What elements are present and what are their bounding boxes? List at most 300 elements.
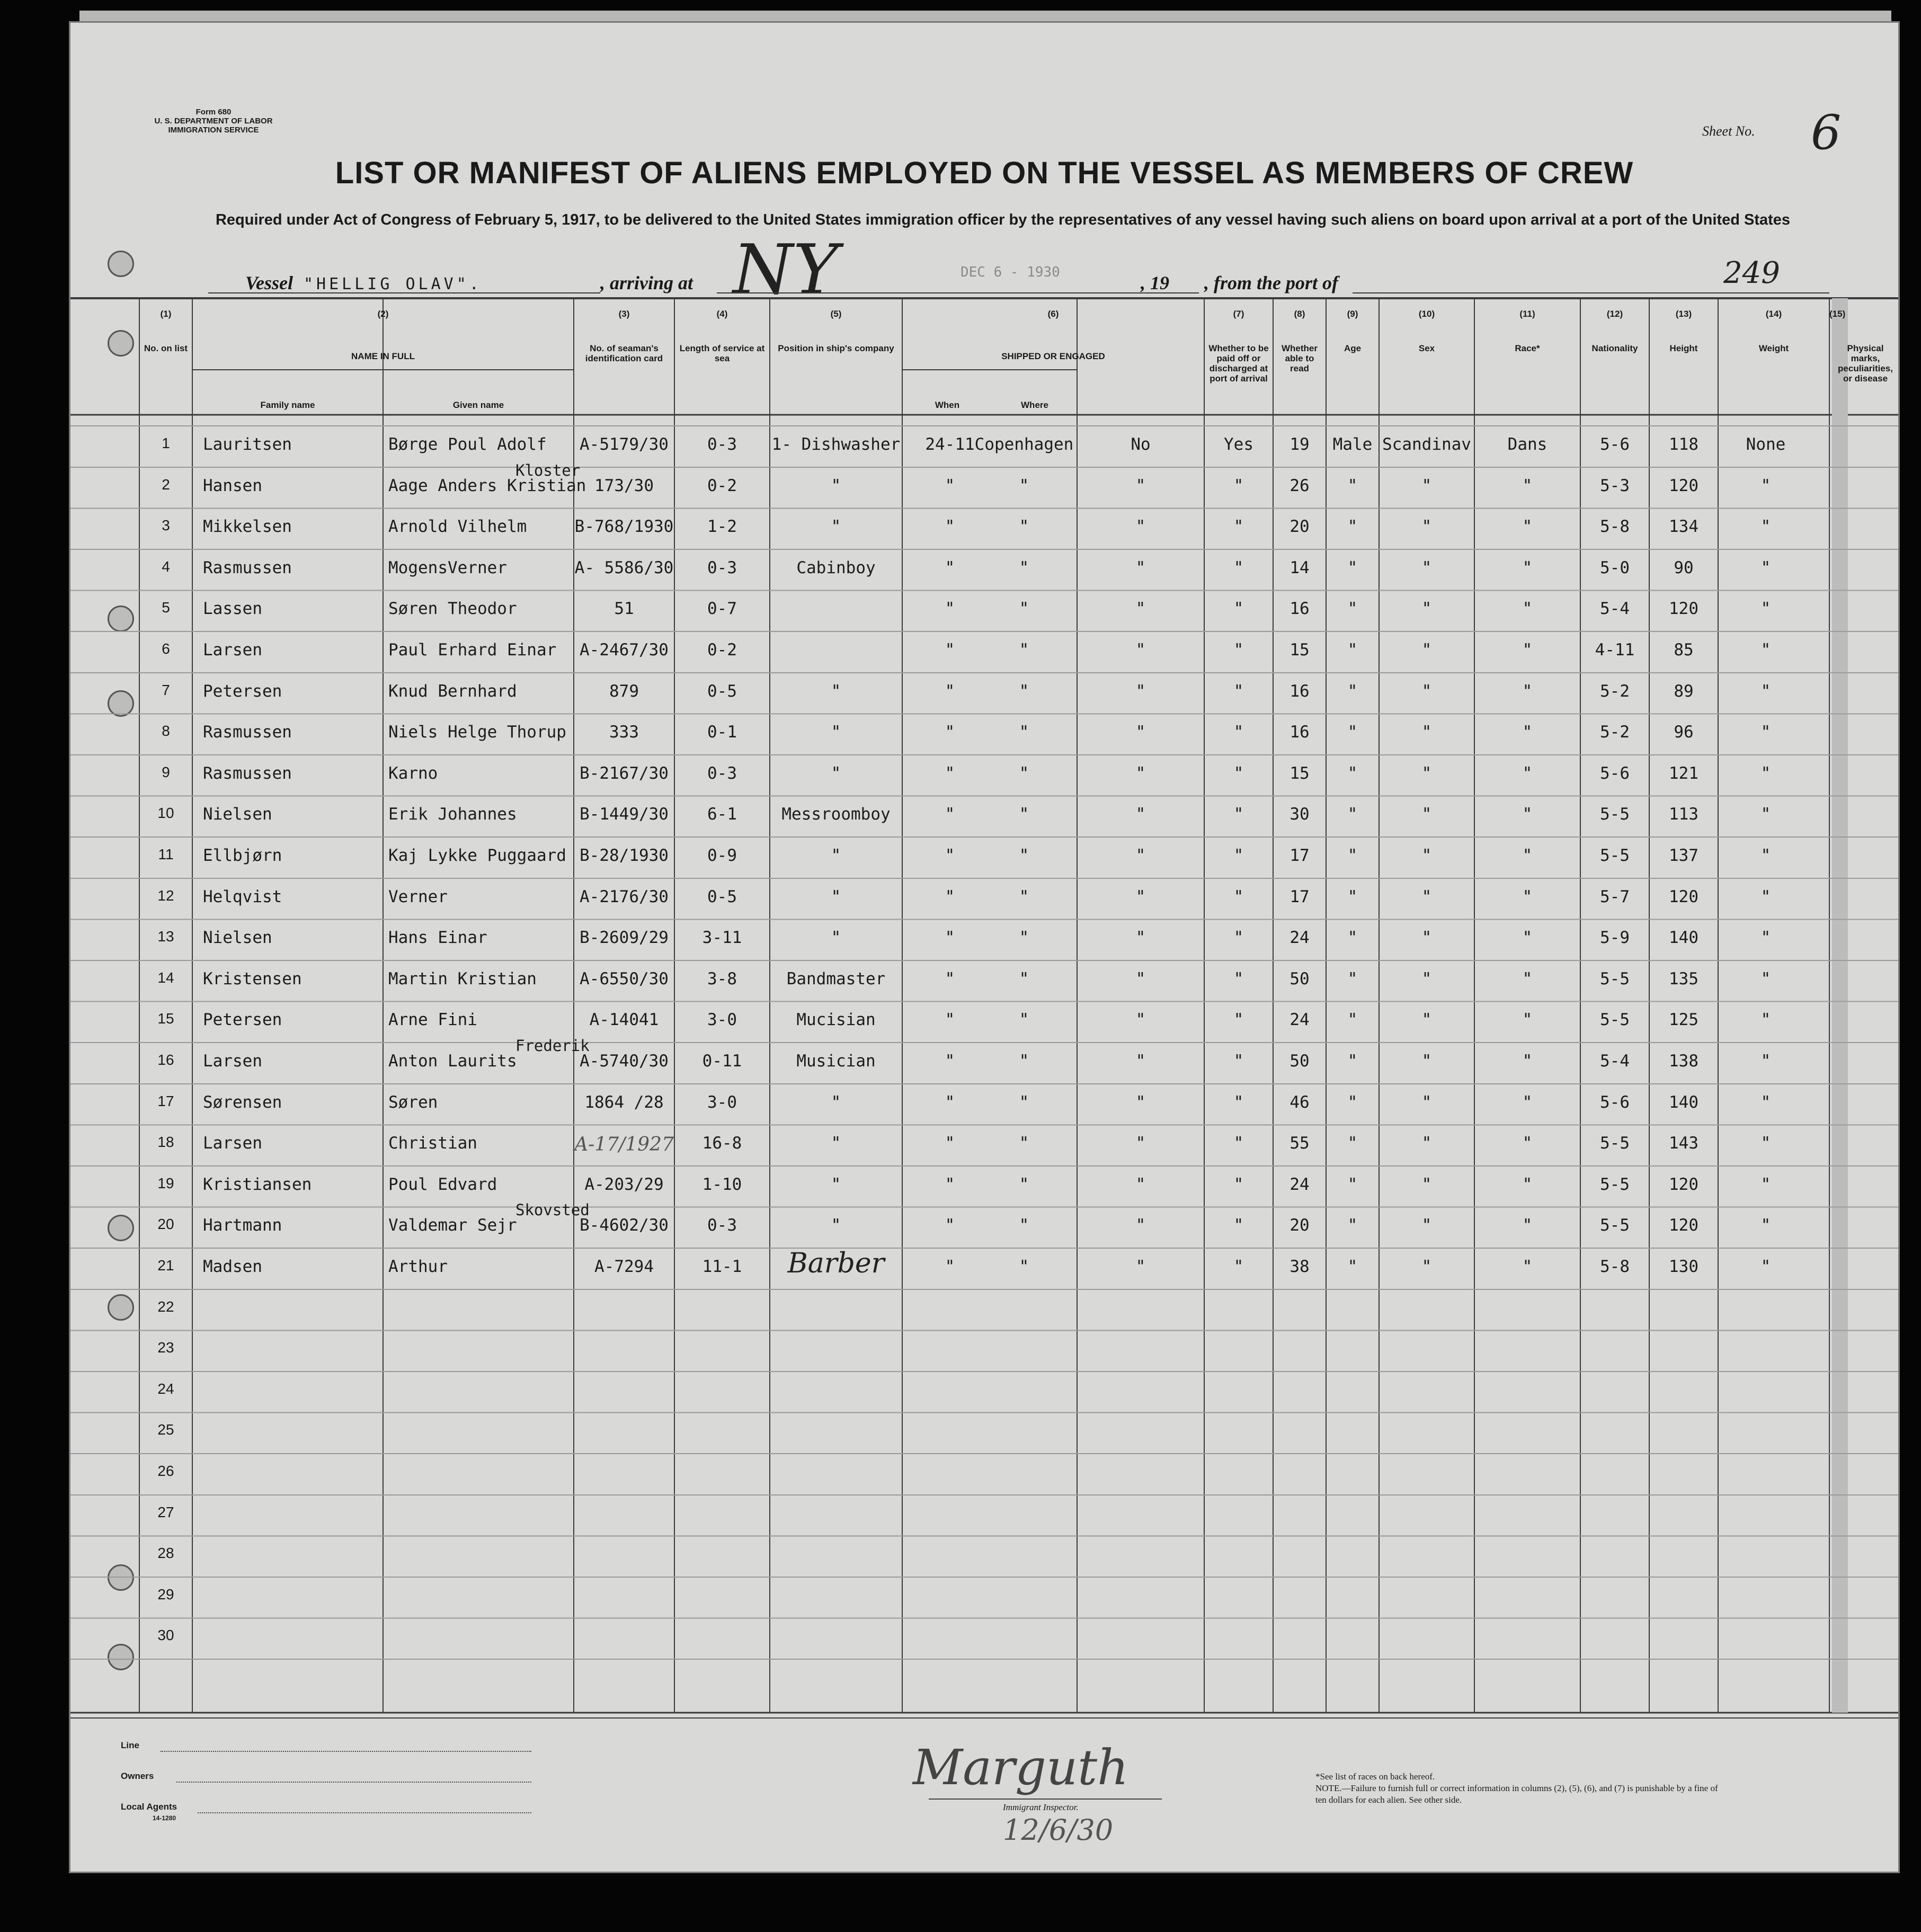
inspector-label: Immigrant Inspector. <box>1003 1802 1079 1812</box>
cell-where: " <box>1019 805 1029 824</box>
cell-when: " <box>945 846 955 865</box>
cell-service: 3-11 <box>702 928 742 948</box>
cell-where: " <box>1019 1257 1029 1276</box>
cell-weight: 120 <box>1669 599 1698 619</box>
cell-when: " <box>945 723 955 742</box>
cell-weight: 140 <box>1669 1092 1698 1112</box>
cell-paid: " <box>1135 1134 1146 1153</box>
cell-marks: " <box>1760 476 1771 495</box>
cell-given: Børge Poul Adolf <box>388 435 547 454</box>
cell-position: " <box>831 1134 841 1153</box>
cell-race: " <box>1421 763 1432 783</box>
cell-age: 15 <box>1289 640 1310 660</box>
cell-read: " <box>1233 517 1244 537</box>
cell-given: Søren Theodor <box>388 599 517 619</box>
cell-service: 1-2 <box>707 517 737 537</box>
column-number: (6) <box>1047 309 1059 319</box>
page-mark: 249 <box>1723 256 1780 290</box>
cell-race: " <box>1421 887 1432 906</box>
cell-where: " <box>1019 681 1029 701</box>
vessel-label: Vessel <box>245 272 293 293</box>
agents-label: Local Agents <box>121 1802 177 1812</box>
cell-when: " <box>945 928 955 948</box>
sheet-number: 6 <box>1811 105 1842 161</box>
cell-where: " <box>1019 1052 1029 1071</box>
cell-when: " <box>945 599 955 619</box>
cell-height: 5-5 <box>1600 805 1630 824</box>
cell-position: Mucisian <box>796 1010 876 1030</box>
cell-card: B-28/1930 <box>580 846 669 865</box>
cell-nat: " <box>1522 846 1533 865</box>
column-number: (5) <box>830 309 842 319</box>
empty-row-number: 25 <box>157 1421 174 1438</box>
cell-family: Petersen <box>203 1010 282 1030</box>
cell-card: 51 <box>614 599 634 619</box>
cell-race: " <box>1421 805 1432 824</box>
cell-nat: " <box>1522 1174 1533 1194</box>
column-number: (1) <box>160 309 172 319</box>
cell-position: Musician <box>796 1052 876 1071</box>
cell-when: " <box>945 1010 955 1030</box>
cell-marks: " <box>1760 517 1771 537</box>
cell-race: " <box>1421 1052 1432 1071</box>
cell-when: " <box>945 681 955 701</box>
form-number: Form 680 <box>195 108 232 117</box>
cell-weight: 89 <box>1674 681 1694 701</box>
column-number: (11) <box>1519 309 1535 319</box>
cell-age: 15 <box>1289 763 1310 783</box>
cell-family: Larsen <box>203 1052 262 1071</box>
cell-given: Poul Edvard <box>388 1174 497 1194</box>
line-field <box>161 1751 531 1752</box>
cell-when: " <box>945 1052 955 1071</box>
cell-race: " <box>1421 969 1432 989</box>
cell-given-extra: Frederik <box>515 1037 590 1055</box>
cell-nat: " <box>1522 599 1533 619</box>
cell-where: " <box>1019 1216 1029 1235</box>
cell-card: 173/30 <box>594 476 654 495</box>
cell-age: 24 <box>1289 1174 1310 1194</box>
cell-when: " <box>945 1216 955 1235</box>
cell-where: " <box>1019 1092 1029 1112</box>
cell-age: 19 <box>1289 435 1310 454</box>
subheader-when: When <box>935 400 960 410</box>
empty-row-number: 22 <box>157 1298 174 1315</box>
form-code: 14-1280 <box>153 1814 176 1822</box>
cell-weight: 90 <box>1674 558 1694 577</box>
arriving-value: NY <box>733 229 839 310</box>
cell-weight: 113 <box>1669 805 1698 824</box>
cell-family: Lauritsen <box>203 435 292 454</box>
cell-no: 1 <box>162 435 170 451</box>
column-number: (15) <box>1829 309 1846 319</box>
cell-position: Cabinboy <box>796 558 876 577</box>
cell-where: " <box>1019 887 1029 906</box>
cell-height: 5-8 <box>1600 517 1630 537</box>
cell-race: " <box>1421 681 1432 701</box>
cell-card: A-203/29 <box>584 1174 664 1194</box>
cell-read: " <box>1233 1257 1244 1276</box>
cell-no: 14 <box>157 969 174 986</box>
empty-row-number: 30 <box>157 1627 174 1644</box>
cell-given: Martin Kristian <box>388 969 537 989</box>
cell-sex: " <box>1347 1010 1358 1030</box>
cell-when: " <box>945 1174 955 1194</box>
cell-family: Rasmussen <box>203 763 292 783</box>
cell-given-extra: Kloster <box>515 461 581 479</box>
cell-paid: " <box>1135 846 1146 865</box>
cell-family: Nielsen <box>203 928 272 948</box>
cell-age: 30 <box>1289 805 1310 824</box>
cell-given: Knud Bernhard <box>388 681 517 701</box>
cell-given: Anton Laurits <box>388 1052 517 1071</box>
port-label: , from the port of <box>1204 272 1339 293</box>
cell-family: Sørensen <box>203 1092 282 1112</box>
cell-card: 333 <box>609 723 639 742</box>
date-stamp: DEC 6 - 1930 <box>960 264 1060 280</box>
cell-height: 5-8 <box>1600 1257 1630 1276</box>
cell-paid: No <box>1131 435 1151 454</box>
column-header: Nationality <box>1591 343 1638 353</box>
cell-given: Valdemar Sejr <box>388 1216 517 1235</box>
cell-family: Ellbjørn <box>203 846 282 865</box>
cell-service: 0-3 <box>707 763 737 783</box>
service: IMMIGRATION SERVICE <box>168 126 259 135</box>
column-header: Whether able to read <box>1282 343 1318 373</box>
cell-paid: " <box>1135 887 1146 906</box>
cell-card: A-2176/30 <box>580 887 669 906</box>
cell-position: Barber <box>787 1248 885 1279</box>
cell-height: 5-6 <box>1600 763 1630 783</box>
cell-when: " <box>945 1134 955 1153</box>
cell-nat: " <box>1522 805 1533 824</box>
cell-service: 0-3 <box>707 558 737 577</box>
cell-paid: " <box>1135 558 1146 577</box>
cell-family: Lassen <box>203 599 262 619</box>
cell-sex: " <box>1347 1216 1358 1235</box>
cell-card: A-5179/30 <box>580 435 669 454</box>
cell-paid: " <box>1135 1092 1146 1112</box>
cell-given: Aage Anders Kristian <box>388 476 586 495</box>
column-number: (2) <box>377 309 389 319</box>
cell-read: " <box>1233 969 1244 989</box>
cell-nat: " <box>1522 723 1533 742</box>
cell-marks: " <box>1760 805 1771 824</box>
cell-read: " <box>1233 763 1244 783</box>
cell-when: " <box>945 1257 955 1276</box>
cell-sex: " <box>1347 558 1358 577</box>
cell-weight: 138 <box>1669 1052 1698 1071</box>
cell-height: 5-5 <box>1600 969 1630 989</box>
cell-nat: " <box>1522 1052 1533 1071</box>
cell-age: 38 <box>1289 1257 1310 1276</box>
cell-when: " <box>945 1092 955 1112</box>
cell-age: 46 <box>1289 1092 1310 1112</box>
cell-race: " <box>1421 599 1432 619</box>
cell-height: 5-5 <box>1600 1174 1630 1194</box>
cell-card: 1864 /28 <box>584 1092 664 1112</box>
cell-nat: " <box>1522 1134 1533 1153</box>
cell-race: " <box>1421 1092 1432 1112</box>
cell-read: " <box>1233 928 1244 948</box>
cell-where: " <box>1019 640 1029 660</box>
cell-service: 0-3 <box>707 435 737 454</box>
cell-given: Arne Fini <box>388 1010 477 1030</box>
cell-service: 0-2 <box>707 476 737 495</box>
cell-no: 5 <box>162 599 170 616</box>
cell-read: " <box>1233 846 1244 865</box>
column-header: Whether to be paid off or discharged at port of arrival <box>1208 343 1269 384</box>
cell-paid: " <box>1135 928 1146 948</box>
page-subtitle: Required under Act of Congress of February 5, 1917, to be delivered to the United States immigration officer by the representatives of any vessel having such aliens on board upon arrival at a port of the United States <box>215 211 1791 228</box>
cell-race: " <box>1421 723 1432 742</box>
cell-when: " <box>945 887 955 906</box>
cell-sex: " <box>1347 517 1358 537</box>
cell-age: 17 <box>1289 887 1310 906</box>
cell-paid: " <box>1135 1010 1146 1030</box>
cell-service: 0-2 <box>707 640 737 660</box>
cell-where: " <box>1019 846 1029 865</box>
cell-height: 5-4 <box>1600 599 1630 619</box>
cell-position: Messroomboy <box>781 805 891 824</box>
cell-no: 6 <box>162 640 170 657</box>
cell-card: B-2167/30 <box>580 763 669 783</box>
cell-card: 879 <box>609 681 639 701</box>
cell-height: 5-5 <box>1600 1216 1630 1235</box>
cell-sex: " <box>1347 723 1358 742</box>
cell-marks: " <box>1760 1092 1771 1112</box>
cell-height: 5-5 <box>1600 1010 1630 1030</box>
cell-read: " <box>1233 1216 1244 1235</box>
cell-given: Verner <box>388 887 448 906</box>
cell-position: " <box>831 1216 841 1235</box>
cell-read: " <box>1233 1174 1244 1194</box>
cell-when: " <box>945 558 955 577</box>
cell-weight: 137 <box>1669 846 1698 865</box>
owners-field <box>176 1782 531 1783</box>
column-number: (13) <box>1675 309 1692 319</box>
cell-sex: " <box>1347 1134 1358 1153</box>
cell-weight: 118 <box>1669 435 1698 454</box>
cell-no: 20 <box>157 1216 174 1233</box>
cell-height: 5-0 <box>1600 558 1630 577</box>
empty-row-number: 28 <box>157 1545 174 1562</box>
column-number: (14) <box>1765 309 1782 319</box>
cell-weight: 135 <box>1669 969 1698 989</box>
cell-height: 4-11 <box>1595 640 1635 660</box>
cell-position: " <box>831 1174 841 1194</box>
cell-race: " <box>1421 1257 1432 1276</box>
cell-given: Christian <box>388 1134 477 1153</box>
cell-height: 5-7 <box>1600 887 1630 906</box>
cell-given: Arnold Vilhelm <box>388 517 527 537</box>
column-header: NAME IN FULL <box>351 351 415 361</box>
cell-read: " <box>1233 723 1244 742</box>
cell-no: 7 <box>162 681 170 698</box>
cell-when: " <box>945 517 955 537</box>
cell-no: 11 <box>158 846 174 862</box>
cell-sex: " <box>1347 928 1358 948</box>
cell-when: " <box>945 969 955 989</box>
vessel-name: "HELLIG OLAV". <box>304 275 482 293</box>
cell-position: " <box>831 1092 841 1112</box>
cell-race: Scandinav <box>1382 435 1471 454</box>
cell-marks: " <box>1760 1216 1771 1235</box>
cell-given: Niels Helge Thorup <box>388 723 566 742</box>
cell-marks: " <box>1760 1134 1771 1153</box>
cell-race: " <box>1421 928 1432 948</box>
year-label: , 19 <box>1141 272 1169 293</box>
cell-family: Kristensen <box>203 969 302 989</box>
cell-race: " <box>1421 476 1432 495</box>
cell-weight: 120 <box>1669 1216 1698 1235</box>
sheet-label: Sheet No. <box>1702 123 1755 139</box>
cell-where: Copenhagen <box>974 435 1074 454</box>
cell-family: Petersen <box>203 681 282 701</box>
cell-height: 5-6 <box>1600 1092 1630 1112</box>
cell-family: Hansen <box>203 476 262 495</box>
cell-service: 0-3 <box>707 1216 737 1235</box>
cell-paid: " <box>1135 599 1146 619</box>
cell-no: 9 <box>162 763 170 780</box>
cell-paid: " <box>1135 517 1146 537</box>
signature-line <box>929 1799 1162 1800</box>
cell-marks: " <box>1760 1257 1771 1276</box>
cell-race: " <box>1421 558 1432 577</box>
cell-paid: " <box>1135 763 1146 783</box>
cell-service: 1-10 <box>702 1174 742 1194</box>
cell-no: 13 <box>157 928 174 945</box>
cell-service: 11-1 <box>702 1257 742 1276</box>
cell-no: 10 <box>157 805 174 822</box>
cell-family: Rasmussen <box>203 723 292 742</box>
column-header: SHIPPED OR ENGAGED <box>1001 351 1105 361</box>
column-header: Position in ship's company <box>778 343 894 353</box>
cell-nat: " <box>1522 928 1533 948</box>
cell-family: Helqvist <box>203 887 282 906</box>
cell-race: " <box>1421 1010 1432 1030</box>
cell-nat: " <box>1522 1216 1533 1235</box>
cell-paid: " <box>1135 1052 1146 1071</box>
cell-nat: " <box>1522 640 1533 660</box>
cell-given: Karno <box>388 763 438 783</box>
cell-read: " <box>1233 1092 1244 1112</box>
cell-height: 5-4 <box>1600 1052 1630 1071</box>
cell-read: " <box>1233 1052 1244 1071</box>
cell-family: Madsen <box>203 1257 262 1276</box>
cell-card: B-2609/29 <box>580 928 669 948</box>
cell-sex: " <box>1347 887 1358 906</box>
cell-position: " <box>831 517 841 537</box>
cell-height: 5-2 <box>1600 723 1630 742</box>
cell-card: A-14041 <box>589 1010 659 1030</box>
cell-weight: 85 <box>1674 640 1694 660</box>
cell-position: " <box>831 723 841 742</box>
empty-row-number: 26 <box>157 1463 174 1479</box>
cell-where: " <box>1019 558 1029 577</box>
cell-family: Larsen <box>203 640 262 660</box>
cell-read: " <box>1233 681 1244 701</box>
subheader-where: Where <box>1021 400 1048 410</box>
cell-age: 17 <box>1289 846 1310 865</box>
cell-read: " <box>1233 1010 1244 1030</box>
cell-service: 3-8 <box>707 969 737 989</box>
cell-marks: None <box>1746 435 1786 454</box>
cell-age: 26 <box>1289 476 1310 495</box>
column-number: (3) <box>618 309 630 319</box>
cell-position: 1- Dishwasher <box>771 435 901 454</box>
cell-sex: " <box>1347 846 1358 865</box>
cell-family: Larsen <box>203 1134 262 1153</box>
subheader-given: Given name <box>452 400 504 410</box>
cell-when: " <box>945 476 955 495</box>
cell-weight: 120 <box>1669 887 1698 906</box>
cell-where: " <box>1019 1134 1029 1153</box>
cell-when: " <box>945 805 955 824</box>
cell-age: 20 <box>1289 1216 1310 1235</box>
cell-nat: " <box>1522 1092 1533 1112</box>
cell-read: " <box>1233 1134 1244 1153</box>
cell-no: 16 <box>157 1052 174 1068</box>
empty-row-number: 23 <box>157 1339 174 1356</box>
cell-paid: " <box>1135 476 1146 495</box>
cell-height: 5-2 <box>1600 681 1630 701</box>
cell-when: " <box>945 640 955 660</box>
cell-height: 5-5 <box>1600 1134 1630 1153</box>
cell-where: " <box>1019 1174 1029 1194</box>
column-number: (12) <box>1606 309 1623 319</box>
cell-when: 24-11 <box>925 435 975 454</box>
cell-card: A-17/1927 <box>574 1134 674 1156</box>
cell-sex: " <box>1347 640 1358 660</box>
cell-race: " <box>1421 1216 1432 1235</box>
cell-height: 5-5 <box>1600 846 1630 865</box>
cell-service: 0-7 <box>707 599 737 619</box>
cell-service: 3-0 <box>707 1092 737 1112</box>
cell-position: " <box>831 928 841 948</box>
cell-card: A-2467/30 <box>580 640 669 660</box>
arriving-label: , arriving at <box>600 272 693 293</box>
agents-field <box>198 1812 531 1813</box>
cell-marks: " <box>1760 558 1771 577</box>
cell-no: 12 <box>157 887 174 904</box>
cell-service: 0-5 <box>707 681 737 701</box>
cell-no: 4 <box>162 558 170 575</box>
cell-read: Yes <box>1224 435 1253 454</box>
cell-marks: " <box>1760 1052 1771 1071</box>
inspector-signature: Marguth <box>913 1739 1129 1796</box>
cell-family: Hartmann <box>203 1216 282 1235</box>
column-header: No. of seaman's identification card <box>585 343 663 363</box>
cell-age: 24 <box>1289 1010 1310 1030</box>
cell-where: " <box>1019 723 1029 742</box>
cell-nat: " <box>1522 517 1533 537</box>
races-note: *See list of races on back hereof. <box>1315 1771 1435 1782</box>
cell-where: " <box>1019 476 1029 495</box>
cell-age: 14 <box>1289 558 1310 577</box>
cell-service: 0-11 <box>702 1052 742 1071</box>
cell-marks: " <box>1760 928 1771 948</box>
cell-position: Bandmaster <box>786 969 886 989</box>
cell-weight: 143 <box>1669 1134 1698 1153</box>
cell-given: MogensVerner <box>388 558 507 577</box>
cell-height: 5-3 <box>1600 476 1630 495</box>
column-number: (10) <box>1418 309 1435 319</box>
line-label: Line <box>121 1740 139 1750</box>
cell-paid: " <box>1135 969 1146 989</box>
cell-no: 15 <box>157 1010 174 1027</box>
department: U. S. DEPARTMENT OF LABOR <box>154 117 273 126</box>
